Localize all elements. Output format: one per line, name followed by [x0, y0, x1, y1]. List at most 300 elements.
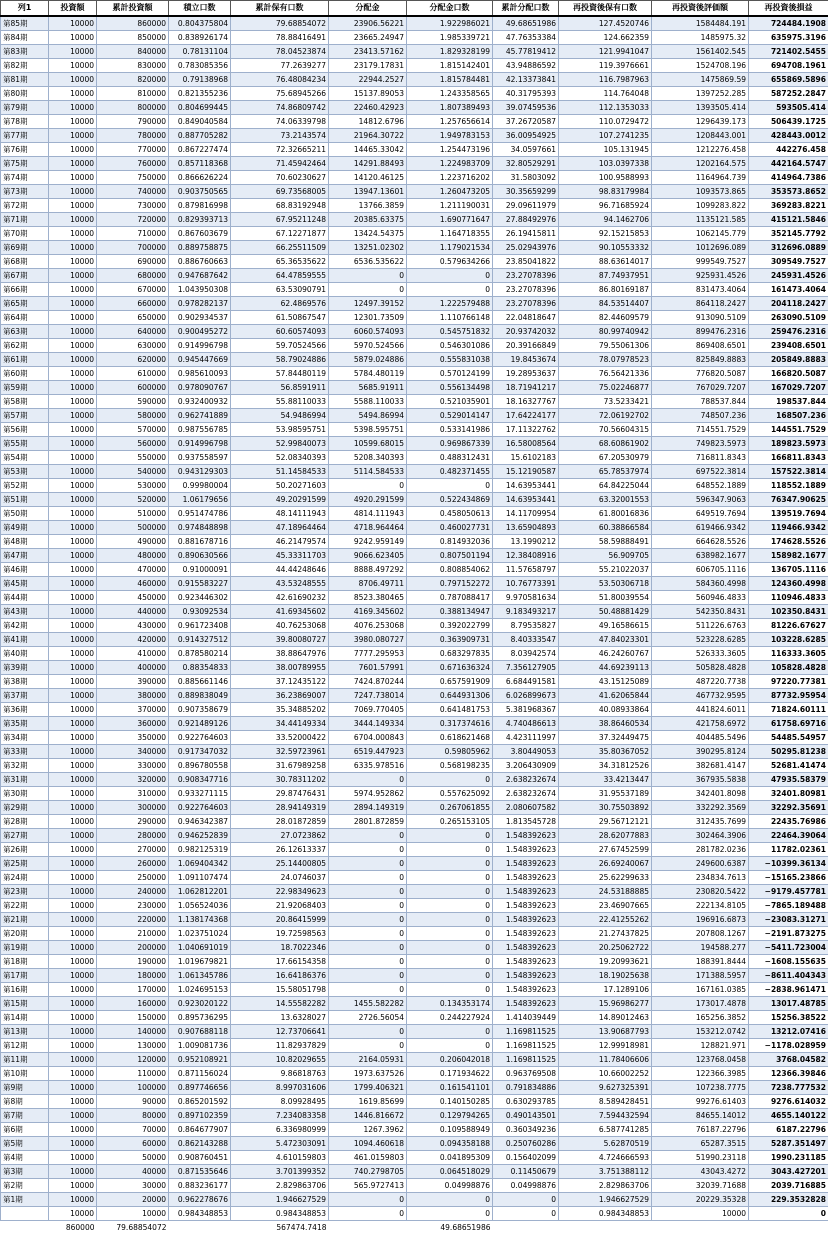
table-cell[interactable]: 10000 — [49, 871, 97, 885]
table-cell[interactable]: 12.73706641 — [231, 1025, 329, 1039]
table-cell[interactable]: 1.069404342 — [169, 857, 231, 871]
table-cell[interactable]: 5.472303091 — [231, 1137, 329, 1151]
table-cell[interactable]: 32.80529291 — [493, 157, 559, 171]
table-cell[interactable]: 第71期 — [1, 213, 49, 227]
table-cell[interactable]: 587252.2847 — [749, 87, 828, 101]
table-cell[interactable]: 47935.58379 — [749, 773, 828, 787]
table-cell[interactable]: 22944.2527 — [329, 73, 407, 87]
table-cell[interactable]: 0.907688118 — [169, 1025, 231, 1039]
table-cell[interactable]: 10000 — [49, 1123, 97, 1137]
table-cell[interactable]: 26.19415811 — [493, 227, 559, 241]
table-cell[interactable]: 1202164.575 — [652, 157, 749, 171]
table-cell[interactable]: 5879.024886 — [329, 353, 407, 367]
table-cell[interactable]: 45.33311703 — [231, 549, 329, 563]
table-cell[interactable]: 204118.2427 — [749, 297, 828, 311]
table-cell[interactable]: 1135121.585 — [652, 213, 749, 227]
table-cell[interactable]: 28.62077883 — [559, 829, 652, 843]
table-cell[interactable]: 0 — [407, 983, 493, 997]
table-cell[interactable]: 340000 — [97, 745, 169, 759]
table-cell[interactable]: 720000 — [97, 213, 169, 227]
table-cell[interactable]: 210000 — [97, 927, 169, 941]
table-cell[interactable]: 0.889758875 — [169, 241, 231, 255]
table-cell[interactable]: 0.982125319 — [169, 843, 231, 857]
table-cell[interactable]: 第7期 — [1, 1109, 49, 1123]
table-cell[interactable]: 0.897102359 — [169, 1109, 231, 1123]
table-cell[interactable]: 0.883236177 — [169, 1179, 231, 1193]
table-cell[interactable]: 4655.140122 — [749, 1109, 828, 1123]
table-cell[interactable]: 4.423111997 — [493, 731, 559, 745]
table-cell[interactable]: 606705.1116 — [652, 563, 749, 577]
table-cell[interactable]: 10000 — [49, 1039, 97, 1053]
table-cell[interactable]: 0 — [329, 479, 407, 493]
table-cell[interactable]: 67.20530979 — [559, 451, 652, 465]
table-cell[interactable]: 8.03942574 — [493, 647, 559, 661]
table-cell[interactable]: 63.32001553 — [559, 493, 652, 507]
table-cell[interactable]: 10000 — [49, 465, 97, 479]
table-cell[interactable]: 第55期 — [1, 437, 49, 451]
table-cell[interactable]: 825849.8883 — [652, 353, 749, 367]
table-cell[interactable]: 10000 — [49, 31, 97, 45]
table-cell[interactable]: 0.952108921 — [169, 1053, 231, 1067]
table-cell[interactable]: 14465.33042 — [329, 143, 407, 157]
table-cell[interactable]: 440000 — [97, 605, 169, 619]
table-cell[interactable]: 11.57658797 — [493, 563, 559, 577]
table-cell[interactable]: 245931.4526 — [749, 269, 828, 283]
table-cell[interactable]: 0.914327512 — [169, 633, 231, 647]
table-cell[interactable]: 168507.236 — [749, 409, 828, 423]
table-cell[interactable]: 23.85041822 — [493, 255, 559, 269]
table-cell[interactable]: 0.821355236 — [169, 87, 231, 101]
table-cell[interactable]: 0.862143288 — [169, 1137, 231, 1151]
table-cell[interactable]: 10000 — [652, 1207, 749, 1221]
table-cell[interactable]: 3.80449053 — [493, 745, 559, 759]
table-cell[interactable]: 第3期 — [1, 1165, 49, 1179]
table-cell[interactable]: 0.490143501 — [493, 1109, 559, 1123]
table-cell[interactable]: 0 — [329, 913, 407, 927]
table-cell[interactable]: 10000 — [49, 325, 97, 339]
table-cell[interactable]: 18.19025638 — [559, 969, 652, 983]
table-cell[interactable]: 119466.9342 — [749, 521, 828, 535]
table-cell[interactable]: 230000 — [97, 899, 169, 913]
table-cell[interactable]: 0 — [407, 857, 493, 871]
table-cell[interactable]: 153212.0742 — [652, 1025, 749, 1039]
table-cell[interactable]: 139519.7694 — [749, 507, 828, 521]
table-cell[interactable]: 60000 — [97, 1137, 169, 1151]
table-cell[interactable]: 0.962741889 — [169, 409, 231, 423]
table-cell[interactable]: 2.829863706 — [559, 1179, 652, 1193]
table-cell[interactable]: 68.60861902 — [559, 437, 652, 451]
table-cell[interactable]: 74.86809742 — [231, 101, 329, 115]
table-cell[interactable]: 76.48084234 — [231, 73, 329, 87]
table-cell[interactable]: 171388.5957 — [652, 969, 749, 983]
table-cell[interactable]: 0 — [493, 1207, 559, 1221]
table-cell[interactable]: 767029.7207 — [652, 381, 749, 395]
table-cell[interactable]: 13.65904893 — [493, 521, 559, 535]
table-cell[interactable]: 263090.5109 — [749, 311, 828, 325]
table-cell[interactable]: 12.38408916 — [493, 549, 559, 563]
table-cell[interactable]: 6536.535622 — [329, 255, 407, 269]
table-cell[interactable]: 9242.959149 — [329, 535, 407, 549]
table-cell[interactable]: 5.62870519 — [559, 1137, 652, 1151]
table-cell[interactable]: 10000 — [49, 885, 97, 899]
table-cell[interactable]: 0.907358679 — [169, 703, 231, 717]
table-cell[interactable]: 第73期 — [1, 185, 49, 199]
table-cell[interactable]: 1.548392623 — [493, 885, 559, 899]
table-cell[interactable]: 42.61690232 — [231, 591, 329, 605]
table-cell[interactable]: 1446.816672 — [329, 1109, 407, 1123]
table-cell[interactable]: 1012696.089 — [652, 241, 749, 255]
table-cell[interactable]: 23179.17831 — [329, 59, 407, 73]
table-cell[interactable]: 0.171934622 — [407, 1067, 493, 1081]
column-header-reinvested-units[interactable]: 再投資後保有口数 — [559, 1, 652, 17]
table-cell[interactable]: 480000 — [97, 549, 169, 563]
table-cell[interactable]: 6187.22796 — [749, 1123, 828, 1137]
table-cell[interactable]: 41.62065844 — [559, 689, 652, 703]
table-cell[interactable]: 122366.3985 — [652, 1067, 749, 1081]
table-cell[interactable]: 360000 — [97, 717, 169, 731]
table-cell[interactable]: 20.25062722 — [559, 941, 652, 955]
table-cell[interactable]: 4076.253068 — [329, 619, 407, 633]
table-cell[interactable]: 37.12435122 — [231, 675, 329, 689]
table-cell[interactable]: 第75期 — [1, 157, 49, 171]
table-cell[interactable]: 32292.35691 — [749, 801, 828, 815]
table-cell[interactable]: 1.243358565 — [407, 87, 493, 101]
table-cell[interactable]: 40.08933864 — [559, 703, 652, 717]
table-cell[interactable]: 0.533141986 — [407, 423, 493, 437]
table-cell[interactable]: 第48期 — [1, 535, 49, 549]
table-cell[interactable]: 899476.2316 — [652, 325, 749, 339]
table-cell[interactable]: 0 — [493, 1193, 559, 1207]
table-cell[interactable]: 1584484.191 — [652, 16, 749, 31]
table-cell[interactable]: 5784.480119 — [329, 367, 407, 381]
table-cell[interactable]: 1990.231185 — [749, 1151, 828, 1165]
table-cell[interactable]: 102350.8431 — [749, 605, 828, 619]
table-cell[interactable]: 第31期 — [1, 773, 49, 787]
table-cell[interactable]: 118552.1889 — [749, 479, 828, 493]
table-cell[interactable]: 第82期 — [1, 59, 49, 73]
table-cell[interactable]: 10000 — [49, 437, 97, 451]
table-cell[interactable]: 第41期 — [1, 633, 49, 647]
table-cell[interactable]: 320000 — [97, 773, 169, 787]
table-cell[interactable]: 10000 — [49, 311, 97, 325]
table-cell[interactable]: 10000 — [49, 493, 97, 507]
table-cell[interactable]: 第13期 — [1, 1025, 49, 1039]
table-cell[interactable]: 0 — [407, 773, 493, 787]
table-cell[interactable]: 222134.8105 — [652, 899, 749, 913]
table-cell[interactable]: 50.20271603 — [231, 479, 329, 493]
table-cell[interactable]: 352145.7792 — [749, 227, 828, 241]
table-cell[interactable]: 158982.1677 — [749, 549, 828, 563]
table-cell[interactable]: 173017.4878 — [652, 997, 749, 1011]
table-cell[interactable]: 52.99840073 — [231, 437, 329, 451]
table-cell[interactable]: 1.807389493 — [407, 101, 493, 115]
column-header-dividend-units[interactable]: 分配金口数 — [407, 1, 493, 17]
table-cell[interactable]: 第18期 — [1, 955, 49, 969]
table-cell[interactable]: 13424.54375 — [329, 227, 407, 241]
table-cell[interactable]: 0 — [407, 955, 493, 969]
table-cell[interactable]: 0.814932036 — [407, 535, 493, 549]
table-cell[interactable]: 第45期 — [1, 577, 49, 591]
table-cell[interactable]: 22435.76986 — [749, 815, 828, 829]
table-cell[interactable]: 33.52000422 — [231, 731, 329, 745]
table-cell[interactable]: 50000 — [97, 1151, 169, 1165]
table-cell[interactable]: 390000 — [97, 675, 169, 689]
table-cell[interactable]: 第23期 — [1, 885, 49, 899]
table-cell[interactable]: 10000 — [49, 339, 97, 353]
table-cell[interactable]: 第5期 — [1, 1137, 49, 1151]
table-cell[interactable]: 0.93092534 — [169, 605, 231, 619]
table-cell[interactable]: 0.951474786 — [169, 507, 231, 521]
table-cell[interactable]: 15.12190587 — [493, 465, 559, 479]
table-cell[interactable]: 23906.56221 — [329, 16, 407, 31]
table-cell[interactable]: 0 — [329, 899, 407, 913]
table-cell[interactable]: 第59期 — [1, 381, 49, 395]
table-cell[interactable]: 7777.295953 — [329, 647, 407, 661]
table-cell[interactable]: 2726.56054 — [329, 1011, 407, 1025]
table-cell[interactable]: 第62期 — [1, 339, 49, 353]
table-cell[interactable]: 14291.88493 — [329, 157, 407, 171]
table-cell[interactable]: 1062145.779 — [652, 227, 749, 241]
table-cell[interactable]: 7424.870244 — [329, 675, 407, 689]
table-cell[interactable]: 281782.0236 — [652, 843, 749, 857]
table-cell[interactable]: 0 — [407, 1193, 493, 1207]
table-cell[interactable]: 8888.497292 — [329, 563, 407, 577]
table-cell[interactable]: 43043.4272 — [652, 1165, 749, 1179]
table-cell[interactable]: 0.579634266 — [407, 255, 493, 269]
table-cell[interactable]: 1.815784481 — [407, 73, 493, 87]
table-cell[interactable]: 460000 — [97, 577, 169, 591]
table-cell[interactable]: 0 — [407, 969, 493, 983]
table-cell[interactable]: 1.548392623 — [493, 871, 559, 885]
table-cell[interactable]: 560946.4833 — [652, 591, 749, 605]
table-cell[interactable]: 0 — [407, 899, 493, 913]
table-cell[interactable]: 1.815142401 — [407, 59, 493, 73]
table-cell[interactable]: 82.44609579 — [559, 311, 652, 325]
table-cell[interactable]: 13251.02302 — [329, 241, 407, 255]
table-cell[interactable]: 0.11450679 — [493, 1165, 559, 1179]
table-cell[interactable]: 505828.4828 — [652, 661, 749, 675]
table-cell[interactable]: 650000 — [97, 311, 169, 325]
table-cell[interactable]: 710000 — [97, 227, 169, 241]
table-cell[interactable]: 0.557625092 — [407, 787, 493, 801]
table-cell[interactable]: 0 — [329, 269, 407, 283]
table-cell[interactable]: 1.222579488 — [407, 297, 493, 311]
table-cell[interactable]: 49.16586615 — [559, 619, 652, 633]
table-cell[interactable]: 40.31795393 — [493, 87, 559, 101]
table-cell[interactable]: 第47期 — [1, 549, 49, 563]
table-cell[interactable]: 96.71685924 — [559, 199, 652, 213]
table-cell[interactable]: 10000 — [49, 45, 97, 59]
table-cell[interactable]: 0.947687642 — [169, 269, 231, 283]
table-cell[interactable]: 0.890630566 — [169, 549, 231, 563]
table-cell[interactable]: 730000 — [97, 199, 169, 213]
table-cell[interactable]: 694708.1961 — [749, 59, 828, 73]
table-cell[interactable]: 10000 — [49, 563, 97, 577]
table-cell[interactable]: 716811.8343 — [652, 451, 749, 465]
table-cell[interactable]: 166811.8343 — [749, 451, 828, 465]
table-cell[interactable]: 1619.85699 — [329, 1095, 407, 1109]
table-cell[interactable]: 6.336980999 — [231, 1123, 329, 1137]
table-cell[interactable] — [1, 1207, 49, 1221]
table-cell[interactable]: 第30期 — [1, 787, 49, 801]
table-cell[interactable]: 0.99980004 — [169, 479, 231, 493]
table-cell[interactable]: 10000 — [49, 283, 97, 297]
table-cell[interactable]: 721402.5455 — [749, 45, 828, 59]
table-cell[interactable]: 0.961723408 — [169, 619, 231, 633]
table-cell[interactable]: 26.69240067 — [559, 857, 652, 871]
table-cell[interactable]: 0.923020122 — [169, 997, 231, 1011]
table-cell[interactable]: 0 — [329, 955, 407, 969]
table-cell[interactable]: 73.5233421 — [559, 395, 652, 409]
table-cell[interactable]: 3043.427201 — [749, 1165, 828, 1179]
table-cell[interactable]: 71.45942464 — [231, 157, 329, 171]
table-cell[interactable]: 28.01872859 — [231, 815, 329, 829]
table-cell[interactable]: 52681.41474 — [749, 759, 828, 773]
table-cell[interactable]: 0.914996798 — [169, 437, 231, 451]
table-cell[interactable]: 198537.844 — [749, 395, 828, 409]
table-cell[interactable]: 925931.4526 — [652, 269, 749, 283]
table-cell[interactable]: 第65期 — [1, 297, 49, 311]
table-cell[interactable]: 28.94149319 — [231, 801, 329, 815]
table-cell[interactable]: −8611.404343 — [749, 969, 828, 983]
table-cell[interactable]: 0.265153105 — [407, 815, 493, 829]
table-cell[interactable]: 5398.595751 — [329, 423, 407, 437]
table-cell[interactable]: 0.867603679 — [169, 227, 231, 241]
table-cell[interactable]: 22460.42923 — [329, 101, 407, 115]
table-cell[interactable]: 0.392022799 — [407, 619, 493, 633]
table-cell[interactable]: 0.985610093 — [169, 367, 231, 381]
table-cell[interactable]: 31.5803092 — [493, 171, 559, 185]
table-cell[interactable]: 1.223716202 — [407, 171, 493, 185]
table-cell[interactable]: 1.260473205 — [407, 185, 493, 199]
table-cell[interactable]: 196916.6873 — [652, 913, 749, 927]
table-cell[interactable]: 487220.7738 — [652, 675, 749, 689]
table-cell[interactable]: 14120.46125 — [329, 171, 407, 185]
table-cell[interactable]: 0 — [329, 871, 407, 885]
table-cell[interactable]: 10000 — [49, 633, 97, 647]
table-cell[interactable]: 10.82029655 — [231, 1053, 329, 1067]
table-cell[interactable]: 51990.23118 — [652, 1151, 749, 1165]
table-cell[interactable]: 第44期 — [1, 591, 49, 605]
table-cell[interactable]: 12497.39152 — [329, 297, 407, 311]
table-cell[interactable]: 0.878580214 — [169, 647, 231, 661]
table-cell[interactable]: 205849.8883 — [749, 353, 828, 367]
table-cell[interactable]: 第33期 — [1, 745, 49, 759]
table-cell[interactable]: 第8期 — [1, 1095, 49, 1109]
column-header-cumulative-investment[interactable]: 累計投資額 — [97, 1, 169, 17]
table-cell[interactable]: 0.984348853 — [169, 1207, 231, 1221]
table-cell[interactable]: 442276.458 — [749, 143, 828, 157]
table-cell[interactable]: 54.9486994 — [231, 409, 329, 423]
table-cell[interactable]: 510000 — [97, 507, 169, 521]
table-cell[interactable]: 10000 — [49, 1053, 97, 1067]
table-cell[interactable]: 461.0159803 — [329, 1151, 407, 1165]
table-cell[interactable]: 第25期 — [1, 857, 49, 871]
table-cell[interactable]: 80000 — [97, 1109, 169, 1123]
table-cell[interactable]: 55.88110033 — [231, 395, 329, 409]
table-cell[interactable]: 1.019679821 — [169, 955, 231, 969]
table-cell[interactable]: 0.879816998 — [169, 199, 231, 213]
table-cell[interactable]: 414964.7386 — [749, 171, 828, 185]
table-cell[interactable]: 第34期 — [1, 731, 49, 745]
table-cell[interactable]: 638982.1677 — [652, 549, 749, 563]
table-cell[interactable]: 0.889838049 — [169, 689, 231, 703]
table-cell[interactable]: 10000 — [49, 787, 97, 801]
table-cell[interactable]: 0.943129303 — [169, 465, 231, 479]
table-cell[interactable]: 0.922764603 — [169, 801, 231, 815]
table-cell[interactable]: 170000 — [97, 983, 169, 997]
table-cell[interactable]: 1094.460618 — [329, 1137, 407, 1151]
table-cell[interactable]: 0.915583227 — [169, 577, 231, 591]
table-cell[interactable]: 4718.964464 — [329, 521, 407, 535]
table-cell[interactable]: 312435.7699 — [652, 815, 749, 829]
table-cell[interactable]: 17.1289106 — [559, 983, 652, 997]
table-cell[interactable]: 14.11709954 — [493, 507, 559, 521]
table-cell[interactable]: 1.138174368 — [169, 913, 231, 927]
table-cell[interactable]: 43.94886592 — [493, 59, 559, 73]
table-cell[interactable]: 10000 — [49, 227, 97, 241]
table-cell[interactable]: 9.970581634 — [493, 591, 559, 605]
table-cell[interactable]: 10000 — [49, 87, 97, 101]
table-cell[interactable]: 1.009081736 — [169, 1039, 231, 1053]
table-cell[interactable]: 70000 — [97, 1123, 169, 1137]
table-cell[interactable]: 1.091107474 — [169, 871, 231, 885]
table-cell[interactable]: 0.04998876 — [407, 1179, 493, 1193]
table-cell[interactable]: 310000 — [97, 787, 169, 801]
table-cell[interactable]: 167029.7207 — [749, 381, 828, 395]
table-cell[interactable]: 2801.872859 — [329, 815, 407, 829]
table-cell[interactable]: 90.10553332 — [559, 241, 652, 255]
table-cell[interactable]: 760000 — [97, 157, 169, 171]
column-header-reinvested-value[interactable]: 再投資後評価額 — [652, 1, 749, 17]
table-cell[interactable]: −1178.028959 — [749, 1039, 828, 1053]
table-cell[interactable]: −15165.23866 — [749, 871, 828, 885]
table-cell[interactable]: 第76期 — [1, 143, 49, 157]
table-cell[interactable]: 0.865201592 — [169, 1095, 231, 1109]
table-cell[interactable]: 1393505.414 — [652, 101, 749, 115]
table-cell[interactable]: 660000 — [97, 297, 169, 311]
table-cell[interactable]: 1212276.458 — [652, 143, 749, 157]
table-cell[interactable]: 0.522434869 — [407, 493, 493, 507]
table-cell[interactable]: 34.0597661 — [493, 143, 559, 157]
table-cell[interactable]: 8.997031606 — [231, 1081, 329, 1095]
table-cell[interactable]: 10000 — [49, 1137, 97, 1151]
table-cell[interactable]: 0.460027731 — [407, 521, 493, 535]
table-cell[interactable]: 10000 — [49, 745, 97, 759]
table-cell[interactable]: 428443.0012 — [749, 129, 828, 143]
table-cell[interactable]: 112.1353033 — [559, 101, 652, 115]
table-cell[interactable]: 10000 — [49, 353, 97, 367]
table-cell[interactable]: 1.548392623 — [493, 997, 559, 1011]
table-cell[interactable]: 2039.716885 — [749, 1179, 828, 1193]
table-cell[interactable]: 0.881678716 — [169, 535, 231, 549]
table-cell[interactable]: 0.556134498 — [407, 381, 493, 395]
table-cell[interactable]: 220000 — [97, 913, 169, 927]
table-cell[interactable]: 64.84225044 — [559, 479, 652, 493]
table-cell[interactable]: 15137.89053 — [329, 87, 407, 101]
table-cell[interactable]: 1.548392623 — [493, 913, 559, 927]
table-cell[interactable]: 1.548392623 — [493, 955, 559, 969]
table-cell[interactable]: 10000 — [49, 1081, 97, 1095]
table-cell[interactable]: 526333.3605 — [652, 647, 749, 661]
table-cell[interactable]: 65287.3515 — [652, 1137, 749, 1151]
table-cell[interactable]: 6060.574093 — [329, 325, 407, 339]
column-header-period[interactable]: 列1 — [1, 1, 49, 17]
table-cell[interactable]: 0.932400932 — [169, 395, 231, 409]
table-cell[interactable]: 10000 — [49, 703, 97, 717]
table-cell[interactable]: 0.946252839 — [169, 829, 231, 843]
table-cell[interactable]: 0.923446302 — [169, 591, 231, 605]
